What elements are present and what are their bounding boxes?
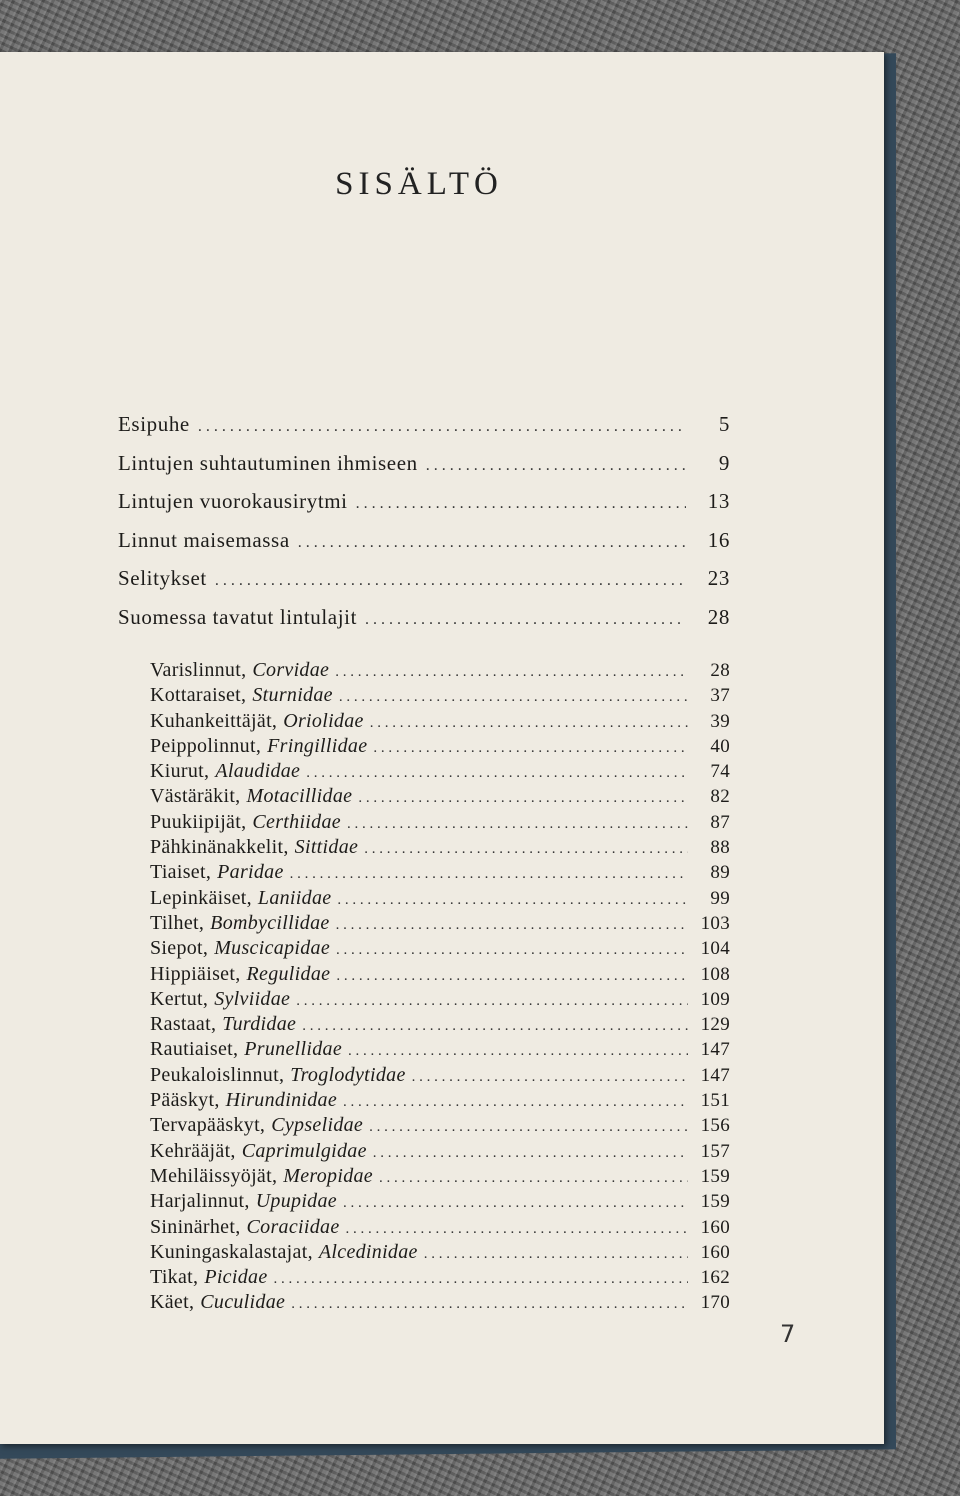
family-latin-name: Oriolidae [283, 709, 364, 732]
family-latin-name: Regulidae [246, 962, 331, 985]
family-entry-page: 160 [700, 1216, 730, 1238]
leader-dots [370, 715, 688, 732]
family-common-name: Puukiipijät, [150, 810, 247, 833]
family-common-name: Kottaraiset, [150, 684, 247, 707]
family-entry [150, 1114, 730, 1139]
leader-dots [337, 892, 688, 909]
leader-dots [343, 1094, 688, 1111]
family-latin-name: Laniidae [257, 886, 332, 909]
leader-dots [343, 1195, 688, 1212]
leader-dots [379, 1170, 688, 1187]
toc-entry-page: 16 [707, 527, 730, 552]
family-common-name: Peukaloislinnut, [150, 1063, 285, 1086]
family-entry-page: 129 [700, 1014, 730, 1036]
family-entry [150, 735, 730, 760]
family-latin-name: Motacillidae [246, 785, 353, 808]
family-common-name: Rastaat, [150, 1013, 217, 1036]
family-entry-page: 159 [700, 1191, 730, 1213]
family-common-name: Rautiaiset, [150, 1038, 239, 1061]
family-entry [150, 1064, 730, 1089]
family-common-name: Sininärhet, [150, 1215, 241, 1238]
family-latin-name: Muscicapidae [214, 937, 331, 960]
leader-dots [373, 740, 688, 757]
book-page [0, 52, 884, 1444]
family-entry-page: 74 [710, 761, 730, 783]
leader-dots [290, 866, 688, 883]
toc-entry-label: Suomessa tavatut lintulajit [118, 604, 358, 629]
family-latin-name: Coraciidae [246, 1215, 340, 1238]
family-entry [150, 811, 730, 836]
family-latin-name: Sylviidae [214, 987, 291, 1010]
page-number: 7 [780, 1320, 796, 1348]
leader-dots [335, 664, 688, 681]
toc-entry [118, 566, 730, 605]
main-entries [118, 412, 730, 643]
family-entry [150, 1190, 730, 1215]
leader-dots [339, 689, 688, 706]
family-common-name: Tervapääskyt, [150, 1114, 266, 1137]
family-latin-name: Cuculidae [200, 1291, 286, 1314]
toc-entry [118, 528, 730, 567]
leader-dots [306, 765, 688, 782]
family-latin-name: Prunellidae [244, 1038, 343, 1061]
toc-entry-label: Selitykset [118, 566, 207, 590]
family-common-name: Lepinkäiset, [150, 886, 252, 909]
leader-dots [215, 572, 686, 590]
family-entry [150, 1266, 730, 1291]
toc-entry-page: 5 [718, 412, 730, 436]
family-entry [150, 659, 730, 684]
leader-dots [291, 1296, 688, 1313]
family-entry-page: 103 [700, 912, 730, 934]
family-entry-page: 89 [710, 862, 730, 884]
family-entry-page: 88 [710, 837, 730, 859]
family-entry [150, 1291, 730, 1316]
family-common-name: Kuningaskalastajat, [150, 1240, 313, 1263]
family-entry [150, 861, 730, 886]
leader-dots [426, 457, 686, 475]
family-entry-page: 82 [710, 786, 730, 808]
family-entry-page: 108 [700, 963, 730, 985]
leader-dots [364, 841, 688, 858]
leader-dots [424, 1246, 688, 1263]
family-entry [150, 1140, 730, 1165]
family-latin-name: Alcedinidae [318, 1240, 418, 1263]
leader-dots [198, 418, 686, 436]
family-entry-page: 170 [700, 1292, 730, 1314]
family-common-name: Pähkinänakkelit, [150, 836, 289, 859]
family-entry [150, 1241, 730, 1266]
toc-entry-page: 28 [707, 604, 730, 629]
toc-entry [118, 489, 730, 528]
family-entry [150, 912, 730, 937]
family-entry-page: 157 [700, 1140, 730, 1162]
leader-dots [298, 534, 686, 552]
family-latin-name: Sturnidae [252, 684, 333, 707]
family-common-name: Kuhankeittäjät, [150, 709, 278, 732]
family-entry-page: 104 [700, 938, 730, 960]
family-entry [150, 684, 730, 709]
family-entry [150, 1038, 730, 1063]
leader-dots [365, 611, 686, 629]
table-of-contents [118, 412, 730, 1317]
family-common-name: Peippolinnut, [150, 734, 262, 757]
leader-dots [336, 917, 688, 934]
family-entry-page: 40 [710, 735, 730, 757]
family-common-name: Tilhet, [150, 911, 205, 934]
family-common-name: Varislinnut, [150, 659, 247, 681]
family-latin-name: Picidae [204, 1266, 268, 1289]
leader-dots [412, 1069, 688, 1086]
family-entry-page: 147 [700, 1064, 730, 1086]
family-entry [150, 887, 730, 912]
family-entry-page: 151 [700, 1090, 730, 1112]
family-common-name: Pääskyt, [150, 1089, 220, 1112]
family-entry [150, 988, 730, 1013]
toc-entry [118, 412, 730, 451]
family-common-name: Kehrääjät, [150, 1139, 236, 1162]
leader-dots [358, 790, 688, 807]
family-common-name: Tiaiset, [150, 861, 212, 884]
toc-entry [118, 605, 730, 644]
family-entry-page: 162 [700, 1267, 730, 1289]
family-latin-name: Caprimulgidae [241, 1139, 367, 1162]
section-spacer [118, 643, 730, 659]
leader-dots [336, 968, 688, 985]
family-entry [150, 1216, 730, 1241]
leader-dots [296, 993, 688, 1010]
family-latin-name: Upupidae [255, 1190, 337, 1213]
family-latin-name: Cypselidae [271, 1114, 364, 1137]
toc-entry-label: Lintujen vuorokausirytmi [118, 489, 348, 513]
family-entry-page: 109 [700, 988, 730, 1010]
family-entry [150, 1165, 730, 1190]
toc-entry-label: Esipuhe [118, 412, 190, 436]
leader-dots [302, 1018, 688, 1035]
toc-entry-label: Lintujen suhtautuminen ihmiseen [118, 450, 418, 475]
family-entry [150, 1089, 730, 1114]
family-entry [150, 785, 730, 810]
family-common-name: Kertut, [150, 987, 209, 1010]
family-entries [118, 659, 730, 1317]
family-entry-page: 156 [700, 1115, 730, 1137]
family-entry [150, 836, 730, 861]
family-latin-name: Bombycillidae [210, 911, 330, 934]
family-entry [150, 937, 730, 962]
family-common-name: Tikat, [150, 1266, 199, 1289]
leader-dots [346, 1221, 688, 1238]
family-entry-page: 87 [710, 811, 730, 833]
family-latin-name: Certhiidae [252, 810, 341, 833]
family-latin-name: Hirundinidae [225, 1089, 337, 1112]
leader-dots [373, 1145, 688, 1162]
family-entry-page: 159 [700, 1165, 730, 1187]
family-entry-page: 99 [710, 887, 730, 909]
family-latin-name: Paridae [217, 861, 284, 884]
toc-entry-page: 13 [707, 489, 730, 513]
family-latin-name: Alaudidae [215, 760, 301, 783]
family-common-name: Kiurut, [150, 760, 210, 783]
family-common-name: Hippiäiset, [150, 962, 241, 985]
family-latin-name: Corvidae [252, 659, 330, 681]
family-common-name: Mehiläissyöjät, [150, 1164, 278, 1187]
leader-dots [356, 495, 686, 513]
toc-entry [118, 451, 730, 490]
leader-dots [274, 1271, 689, 1288]
toc-entry-label: Linnut maisemassa [118, 527, 290, 552]
leader-dots [369, 1119, 688, 1136]
family-entry [150, 963, 730, 988]
family-latin-name: Troglodytidae [290, 1063, 406, 1086]
page-title: SISÄLTÖ [335, 166, 503, 202]
family-entry [150, 760, 730, 785]
family-common-name: Käet, [150, 1291, 195, 1314]
family-entry [150, 710, 730, 735]
toc-entry-page: 9 [718, 450, 730, 475]
leader-dots [348, 1043, 688, 1060]
family-latin-name: Fringillidae [267, 734, 368, 757]
family-entry-page: 37 [710, 685, 730, 707]
family-entry [150, 1013, 730, 1038]
family-common-name: Västäräkit, [150, 785, 241, 808]
family-entry-page: 160 [700, 1241, 730, 1263]
leader-dots [347, 816, 688, 833]
family-entry-page: 39 [710, 710, 730, 732]
family-latin-name: Meropidae [283, 1164, 373, 1187]
family-latin-name: Turdidae [222, 1013, 297, 1036]
family-common-name: Harjalinnut, [150, 1190, 250, 1213]
toc-entry-page: 23 [707, 566, 730, 590]
family-common-name: Siepot, [150, 937, 209, 960]
leader-dots [336, 942, 688, 959]
family-latin-name: Sittidae [294, 836, 359, 859]
family-entry-page: 28 [710, 660, 730, 681]
family-entry-page: 147 [700, 1039, 730, 1061]
